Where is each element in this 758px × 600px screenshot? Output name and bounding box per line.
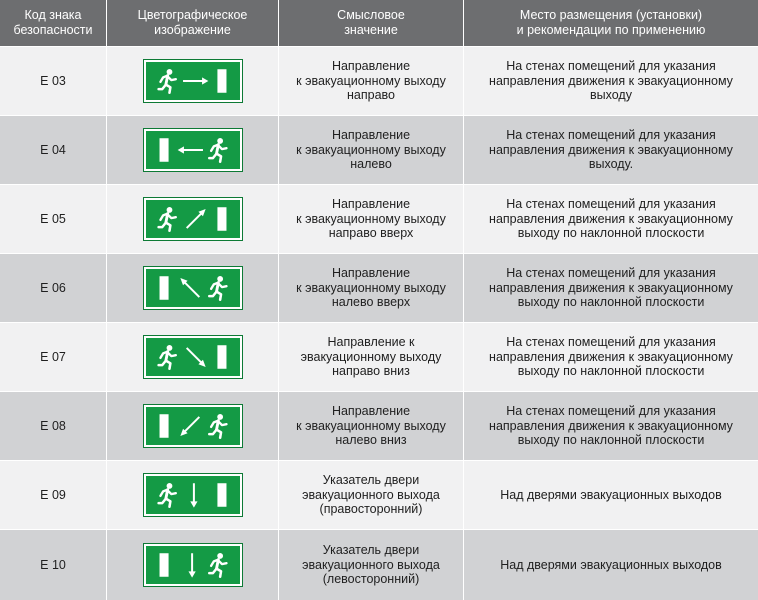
table-row [0, 322, 758, 391]
header-code: Код знака безопасности [0, 0, 107, 46]
sign-meaning: Указатель двери эвакуационного выхода (левосторонний) [279, 530, 464, 600]
sign-code: E 04 [0, 116, 107, 184]
sign-code: E 06 [0, 254, 107, 322]
sign-meaning: Указатель двери эвакуационного выхода (правосторонний) [279, 461, 464, 529]
header-image: Цветографическое изображение [107, 0, 279, 46]
sign-placement: На стенах помещений для указания направления движения к эвакуационному выходу [489, 59, 733, 103]
sign-placement: Над дверями эвакуационных выходов [500, 487, 722, 502]
sign-meaning: Направление к эвакуационному выходу направо [279, 47, 464, 115]
exit-down-left-arrow-icon [144, 405, 242, 447]
sign-code: E 07 [0, 323, 107, 391]
sign-image [107, 392, 279, 460]
sign-image [107, 185, 279, 253]
sign-placement: На стенах помещений для указания направления движения к эвакуационному выходу по наклонной плоскости [489, 197, 733, 241]
exit-up-right-arrow-icon [144, 198, 242, 240]
sign-meaning: Направление к эвакуационному выходу направо вниз [279, 323, 464, 391]
exit-down-right-arrow-icon [144, 336, 242, 378]
header-meaning: Смысловое значение [279, 0, 464, 46]
sign-image [107, 254, 279, 322]
sign-image [107, 116, 279, 184]
exit-left-arrow-icon [144, 129, 242, 171]
sign-code: E 09 [0, 461, 107, 529]
sign-placement: На стенах помещений для указания направления движения к эвакуационному выходу. [489, 128, 733, 172]
sign-image [107, 530, 279, 600]
table-row [0, 391, 758, 460]
sign-placement: На стенах помещений для указания направления движения к эвакуационному выходу по наклонной плоскости [489, 266, 733, 310]
exit-door-left-icon [144, 544, 242, 586]
table-row [0, 253, 758, 322]
sign-code: E 08 [0, 392, 107, 460]
sign-image [107, 47, 279, 115]
exit-right-arrow-icon [144, 60, 242, 102]
sign-code: E 05 [0, 185, 107, 253]
sign-image [107, 461, 279, 529]
sign-image [107, 323, 279, 391]
table-header [0, 0, 758, 46]
sign-meaning: Направление к эвакуационному выходу направо вверх [279, 185, 464, 253]
sign-placement: Над дверями эвакуационных выходов [500, 557, 722, 572]
header-placement: Место размещения (установки) и рекомендации по применению [516, 8, 706, 37]
table-row [0, 184, 758, 253]
exit-door-right-icon [144, 474, 242, 516]
exit-up-left-arrow-icon [144, 267, 242, 309]
sign-meaning: Направление к эвакуационному выходу налево вниз [279, 392, 464, 460]
table-row [0, 460, 758, 529]
sign-meaning: Направление к эвакуационному выходу налево вверх [279, 254, 464, 322]
sign-placement: На стенах помещений для указания направления движения к эвакуационному выходу по наклонной плоскости [489, 404, 733, 448]
sign-code: E 10 [0, 530, 107, 600]
table-row [0, 46, 758, 115]
table-row [0, 529, 758, 600]
table-row [0, 115, 758, 184]
sign-placement: На стенах помещений для указания направления движения к эвакуационному выходу по наклонной плоскости [489, 335, 733, 379]
sign-meaning: Направление к эвакуационному выходу налево [279, 116, 464, 184]
sign-code: E 03 [0, 47, 107, 115]
